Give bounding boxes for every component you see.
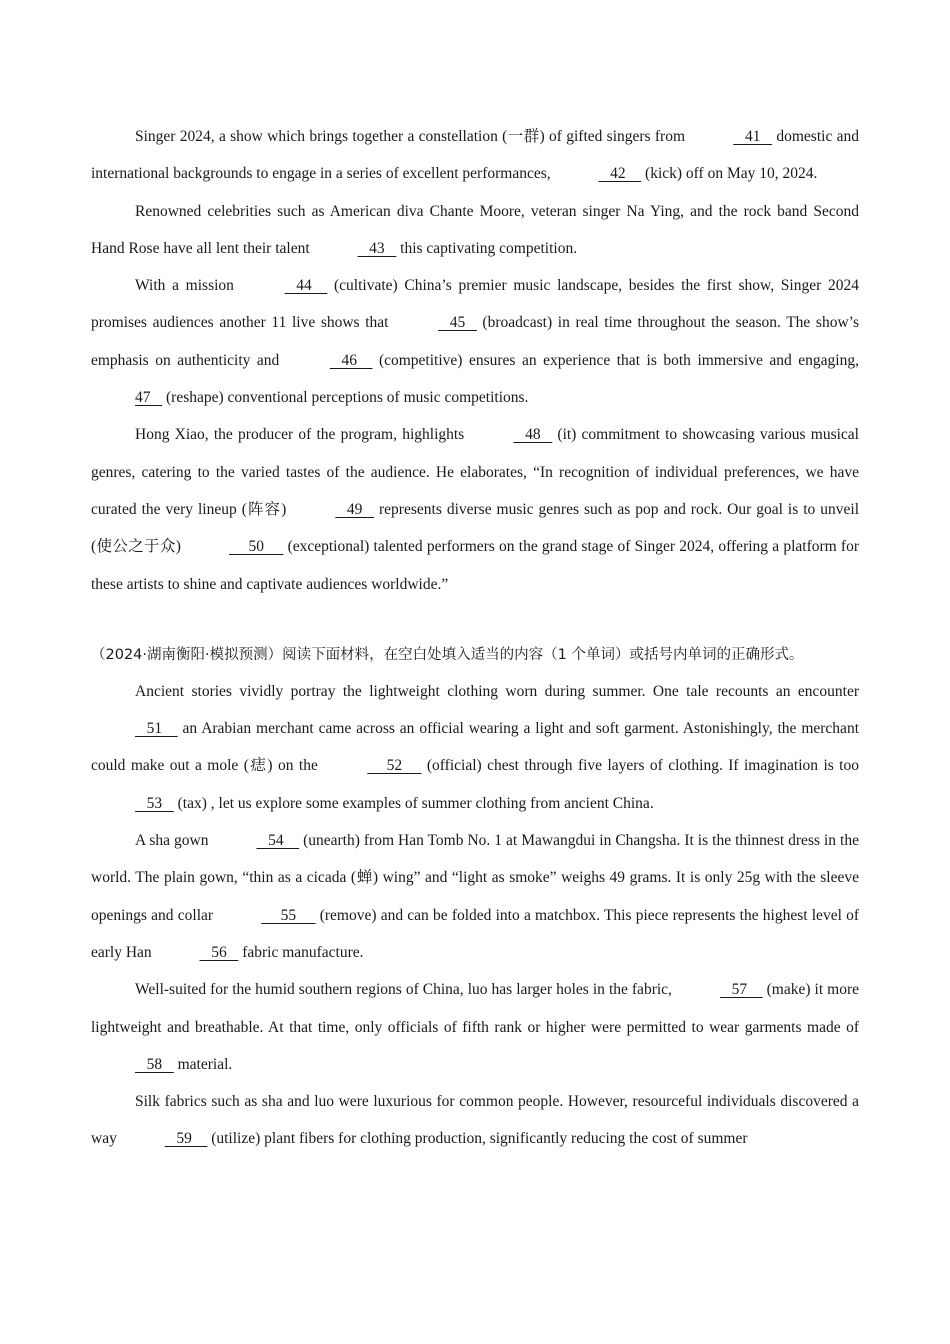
answer-blank[interactable]: 47	[135, 389, 163, 407]
section-spacer	[91, 603, 859, 637]
passage-summer-clothing	[91, 673, 859, 1158]
paragraph	[91, 267, 859, 416]
paragraph-text: Silk fabrics such as sha and luo were luxurious for common people. However, resourceful individuals discovered a way	[91, 1093, 859, 1148]
paragraph-text: material.	[173, 1055, 233, 1073]
paragraph	[91, 193, 859, 268]
paragraph	[91, 971, 859, 1083]
paragraph-text: (official) chest through five layers of clothing. If imagination is too	[421, 757, 859, 775]
paragraph	[91, 673, 859, 822]
paragraph-text: (remove) and can be folded into a matchbox. This piece represents the highest level of early Han	[91, 906, 859, 961]
paragraph-text: (cultivate) China’s premier music landscape, besides the first show, Singer 2024 promises audiences another 11 live shows that	[91, 277, 859, 332]
answer-blank[interactable]: 52	[367, 757, 422, 775]
paragraph	[91, 416, 859, 602]
paragraph-text: (it) commitment to showcasing various musical genres, catering to the varied tastes of the audience. He elaborates, “In recognition of individual preferences, we have curated the very lineup (阵容)	[91, 426, 859, 518]
answer-blank[interactable]: 41	[733, 128, 773, 145]
paragraph-text: (tax) , let us explore some examples of summer clothing from ancient China.	[173, 794, 654, 812]
paragraph-text: (competitive) ensures an experience that is both immersive and engaging,	[372, 351, 859, 369]
paragraph-text: domestic and international backgrounds to engage in a series of excellent performances,	[91, 128, 859, 183]
answer-blank[interactable]: 49	[335, 500, 375, 518]
paragraph-text: (broadcast) in real time throughout the season. The show’s emphasis on authenticity and	[91, 314, 859, 369]
answer-blank[interactable]: 45	[438, 314, 477, 332]
paragraph	[91, 822, 859, 971]
paragraph-text: fabric manufacture.	[238, 943, 364, 961]
answer-blank[interactable]: 44	[284, 277, 328, 295]
answer-blank[interactable]: 46	[329, 351, 373, 369]
paragraph-text: (make) it more lightweight and breathable. At that time, only officials of fifth rank or higher were permitted to wear garments made of	[91, 981, 860, 1036]
paragraph-text: With a mission	[135, 277, 241, 295]
paragraph-text: A sha gown	[135, 832, 213, 850]
paragraph-text: (unearth) from Han Tomb No. 1 at Mawangdui in Changsha. It is the thinnest dress in the world. The plain gown, “thin as a cicada (蝉) wing” and “light as smoke” weighs 49 grams. It is only 25g with the sleeve openings and collar	[91, 832, 859, 924]
paragraph-text: (utilize) plant fibers for clothing production, significantly reducing the cost of summer	[207, 1130, 748, 1148]
answer-blank[interactable]: 59	[164, 1130, 208, 1148]
answer-blank[interactable]: 43	[357, 239, 397, 257]
answer-blank[interactable]: 55	[261, 906, 316, 924]
answer-blank[interactable]: 50	[229, 538, 284, 556]
paragraph-text: an Arabian merchant came across an official wearing a light and soft garment. Astonishingly, the merchant could make out a mole (痣) on the	[91, 720, 859, 775]
answer-blank[interactable]: 58	[135, 1055, 174, 1073]
paragraph-text: Hong Xiao, the producer of the program, highlights	[135, 426, 470, 444]
paragraph-text: Well-suited for the humid southern regions of China, luo has larger holes in the fabric,	[135, 981, 676, 999]
answer-blank[interactable]: 51	[135, 720, 178, 738]
paragraph-text: this captivating competition.	[396, 239, 578, 257]
paragraph-text: (kick) off on May 10, 2024.	[641, 165, 818, 183]
passage-singer-2024	[91, 118, 859, 603]
paragraph	[91, 1083, 859, 1158]
paragraph	[91, 118, 859, 193]
answer-blank[interactable]: 56	[199, 943, 239, 961]
paragraph-text: Ancient stories vividly portray the lightweight clothing worn during summer. One tale recounts an encounter	[135, 682, 859, 700]
answer-blank[interactable]: 48	[513, 426, 553, 444]
paragraph-text: (exceptional) talented performers on the grand stage of Singer 2024, offering a platform for these artists to shine and captivate audiences worldwide.”	[91, 538, 860, 593]
answer-blank[interactable]: 53	[135, 794, 174, 812]
paragraph-text: (reshape) conventional perceptions of music competitions.	[162, 389, 529, 407]
answer-blank[interactable]: 54	[256, 832, 300, 850]
exercise-instructions: （2024·湖南衡阳·模拟预测）阅读下面材料，在空白处填入适当的内容（1 个单词）或括号内单词的正确形式。	[91, 646, 804, 663]
answer-blank[interactable]: 42	[598, 165, 642, 183]
answer-blank[interactable]: 57	[719, 981, 763, 999]
paragraph-text: Renowned celebrities such as American diva Chante Moore, veteran singer Na Ying, and the rock band Second Hand Rose have all lent their talent	[91, 202, 859, 257]
paragraph-text: represents diverse music genres such as pop and rock. Our goal is to unveil (使公之于众)	[91, 500, 859, 556]
paragraph-text: Singer 2024, a show which brings together a constellation (一群) of gifted singers from	[135, 128, 690, 145]
